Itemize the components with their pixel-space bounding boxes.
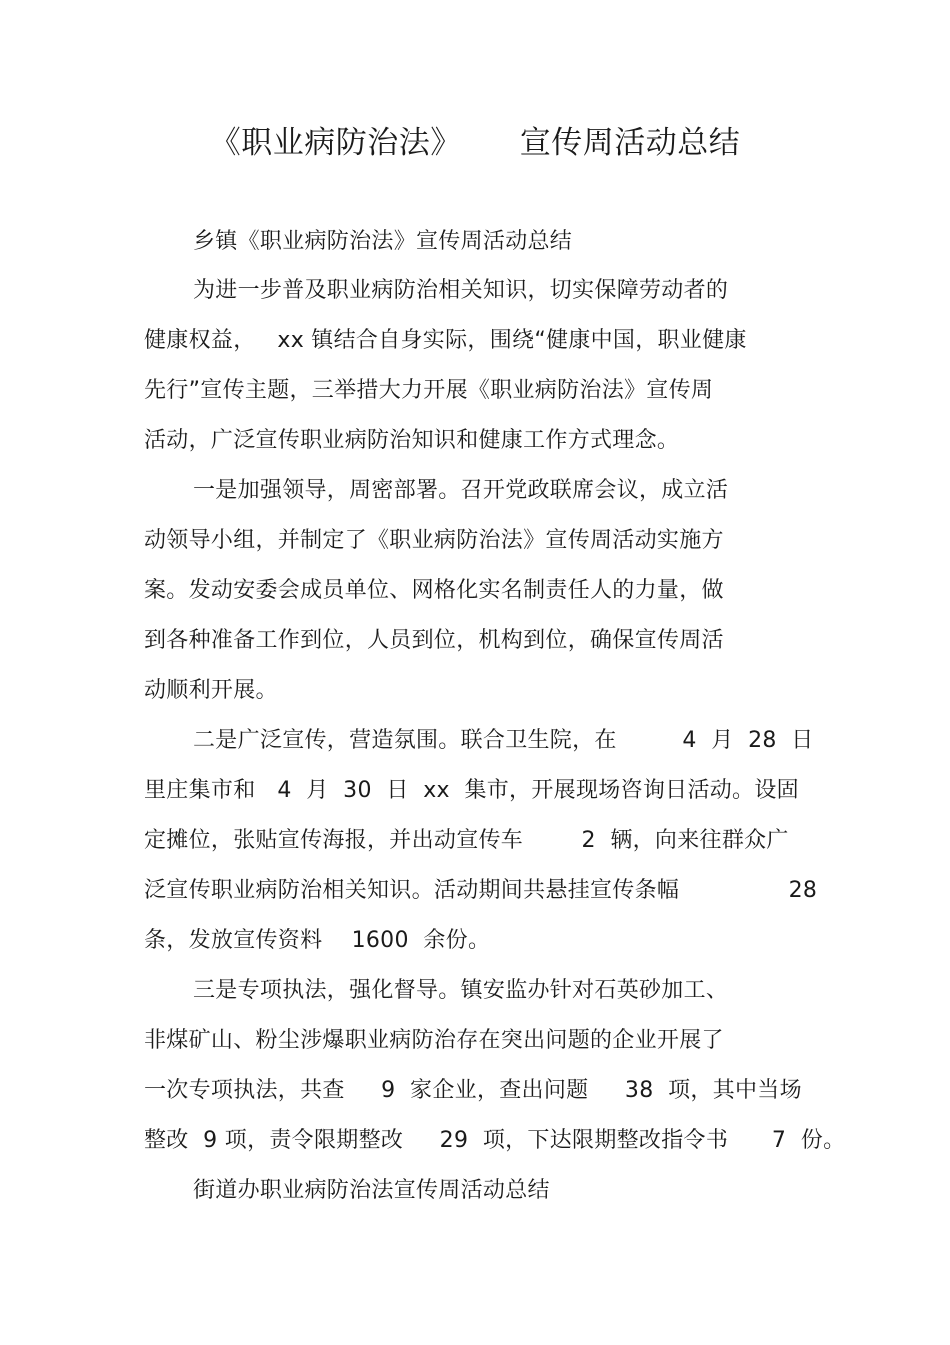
paragraph-line: 里庄集市和 4 月 30 日 xx 集市，开展现场咨询日活动。设固 — [144, 778, 799, 803]
paragraph-line: 定摊位，张贴宣传海报，并出动宣传车 2 辆，向来往群众广 — [144, 828, 789, 853]
paragraph-line: 整改 9 项，责令限期整改 29 项，下达限期整改指令书 7 份。 — [144, 1128, 846, 1153]
paragraph-line: 先行”宣传主题，三举措大力开展《职业病防治法》宣传周 — [144, 378, 714, 403]
paragraph-line: 为进一步普及职业病防治相关知识，切实保障劳动者的 — [193, 278, 729, 303]
paragraph-line: 动顺利开展。 — [144, 678, 278, 703]
paragraph-line: 三是专项执法，强化督导。镇安监办针对石英砂加工、 — [193, 978, 729, 1003]
section-heading: 街道办职业病防治法宣传周活动总结 — [193, 1178, 550, 1203]
document-title — [0, 120, 950, 166]
subtitle-line: 乡镇《职业病防治法》宣传周活动总结 — [193, 229, 573, 254]
paragraph-line: 二是广泛宣传，营造氛围。联合卫生院，在 4 月 28 日 — [193, 728, 814, 753]
document-title-part2: 宣传周活动总结 — [519, 125, 741, 161]
paragraph-line: 健康权益， xx 镇结合自身实际，围绕“健康中国，职业健康 — [144, 328, 747, 353]
paragraph-line: 泛宣传职业病防治相关知识。活动期间共悬挂宣传条幅 28 — [144, 878, 818, 903]
paragraph-line: 一次专项执法，共查 9 家企业，查出问题 38 项，其中当场 — [144, 1078, 802, 1103]
paragraph-line: 案。发动安委会成员单位、网格化实名制责任人的力量，做 — [144, 578, 724, 603]
paragraph-line: 动领导小组，并制定了《职业病防治法》宣传周活动实施方 — [144, 528, 724, 553]
paragraph-line: 条，发放宣传资料 1600 余份。 — [144, 928, 491, 953]
paragraph-line: 非煤矿山、粉尘涉爆职业病防治存在突出问题的企业开展了 — [144, 1028, 724, 1053]
paragraph-line: 到各种准备工作到位，人员到位，机构到位，确保宣传周活 — [144, 628, 724, 653]
paragraph-line: 一是加强领导，周密部署。召开党政联席会议，成立活 — [193, 478, 729, 503]
document-title-part1: 《职业病防治法》 — [209, 125, 462, 161]
paragraph-line: 活动，广泛宣传职业病防治知识和健康工作方式理念。 — [144, 428, 680, 453]
